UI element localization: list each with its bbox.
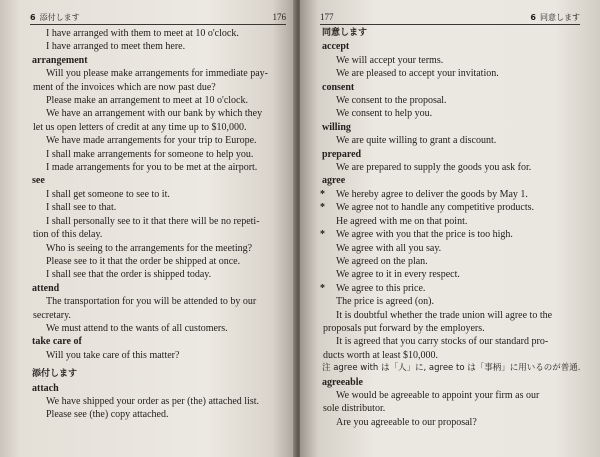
example-line: Will you please make arrangements for immediate pay-	[46, 68, 269, 80]
example-line: We consent to the proposal.	[336, 95, 447, 107]
left-section-title: 添付します	[39, 13, 80, 22]
example-line: We will accept your terms.	[336, 54, 444, 66]
section-heading-jp: 添付します	[32, 369, 78, 380]
example-line: We agree to it in every respect.	[336, 269, 460, 281]
example-line: We are pleased to accept your invitation.	[336, 68, 499, 80]
example-line: We have an arrangement with our bank by which they	[46, 108, 263, 120]
example-line: We are prepared to supply the goods you ask for.	[336, 162, 532, 174]
example-line: I shall make arrangements for someone to help you.	[46, 148, 254, 160]
example-line: Will you take care of this matter?	[46, 349, 180, 361]
example-line: The price is agreed (on).	[336, 296, 435, 308]
example-line: We consent to help you.	[336, 108, 433, 120]
continuation-line: tion of this delay.	[33, 229, 103, 241]
example-line: We have shipped your order as per (the) attached list.	[46, 395, 260, 407]
keyword-heading: agree	[322, 175, 346, 187]
example-line: I shall personally see to it that there will be no repeti-	[46, 215, 260, 227]
example-line: Who is seeing to the arrangements for the meeting?	[46, 242, 253, 254]
example-line: I have arranged to meet them here.	[46, 41, 186, 53]
star-marker: *	[320, 202, 325, 214]
continuation-line: ducts worth at least $10,000.	[323, 349, 438, 361]
example-line: I have arranged with them to meet at 10 o'clock.	[46, 28, 239, 39]
example-line: Please see to it that the order be shipped at once.	[46, 255, 241, 267]
continuation-line: proposals put forward by the employers.	[323, 322, 485, 334]
keyword-heading: attend	[32, 282, 60, 294]
usage-note: 注 agree with は「人」に, agree to は「事柄」に用いるのが普通.	[322, 363, 581, 374]
right-section-heading	[530, 12, 580, 23]
example-line: We have made arrangements for your trip to Europe.	[46, 135, 257, 147]
example-line: Please make an arrangement to meet at 10 o'clock.	[46, 95, 248, 107]
right-page-header	[320, 12, 580, 25]
example-line: Please see (the) copy attached.	[46, 409, 169, 421]
example-line: I shall see that the order is shipped today.	[46, 269, 212, 281]
keyword-heading: agreeable	[322, 376, 363, 388]
example-text: We agree to this price.	[336, 282, 426, 294]
example-text: We agree not to handle any competitive products.	[336, 202, 535, 214]
example-line: It is doubtful whether the trade union will agree to the	[336, 309, 553, 321]
keyword-heading: attach	[32, 382, 59, 394]
example-line: We must attend to the wants of all customers.	[46, 322, 228, 334]
keyword-heading: willing	[322, 121, 351, 133]
keyword-heading: see	[32, 175, 45, 187]
right-section-number: 6	[530, 13, 536, 22]
star-marker: *	[320, 282, 325, 294]
keyword-heading: consent	[322, 81, 355, 93]
left-section-number: 6	[30, 13, 36, 22]
star-marker: *	[320, 229, 325, 241]
keyword-heading: take care of	[32, 336, 82, 348]
continuation-line: let us open letters of credit at any time up to $10,000.	[33, 121, 247, 133]
keyword-heading: arrangement	[32, 54, 88, 66]
continuation-line: secretary.	[33, 309, 71, 321]
starred-example-line	[320, 188, 580, 201]
starred-example-line	[320, 282, 580, 295]
left-section-heading	[30, 12, 80, 23]
example-line: We would be agreeable to appoint your firm as our	[336, 389, 540, 401]
right-page	[300, 0, 600, 457]
section-heading-jp: 同意します	[322, 28, 368, 38]
star-marker: *	[320, 188, 325, 200]
keyword-heading: accept	[322, 41, 350, 53]
starred-example-line	[320, 201, 580, 214]
left-entries	[30, 27, 286, 422]
example-line: Are you agreeable to our proposal?	[336, 416, 477, 428]
right-page-number: 177	[320, 12, 334, 22]
example-line: I made arrangements for you to be met at the airport.	[46, 162, 258, 174]
continuation-line: sole distributor.	[323, 403, 386, 415]
example-line: We are quite willing to grant a discount.	[336, 135, 497, 147]
example-text: We hereby agree to deliver the goods by May 1.	[336, 188, 528, 200]
right-section-title: 同意します	[540, 13, 580, 22]
example-line: I shall see to that.	[46, 202, 117, 214]
example-line: The transportation for you will be attended to by our	[46, 296, 257, 308]
example-line: I shall get someone to see to it.	[46, 188, 170, 200]
left-page-number: 176	[272, 12, 286, 22]
example-line: It is agreed that you carry stocks of our standard pro-	[336, 336, 549, 348]
continuation-line: ment of the invoices which are now past due?	[33, 81, 216, 93]
left-page-header	[30, 12, 286, 25]
example-text: We agree with you that the price is too high.	[336, 229, 513, 241]
right-entries	[320, 27, 580, 429]
left-page	[0, 0, 296, 457]
example-line: We agreed on the plan.	[336, 255, 428, 267]
example-line: We agree with all you say.	[336, 242, 442, 254]
example-line: He agreed with me on that point.	[336, 215, 468, 227]
keyword-heading: prepared	[322, 148, 362, 160]
starred-example-line	[320, 228, 580, 241]
